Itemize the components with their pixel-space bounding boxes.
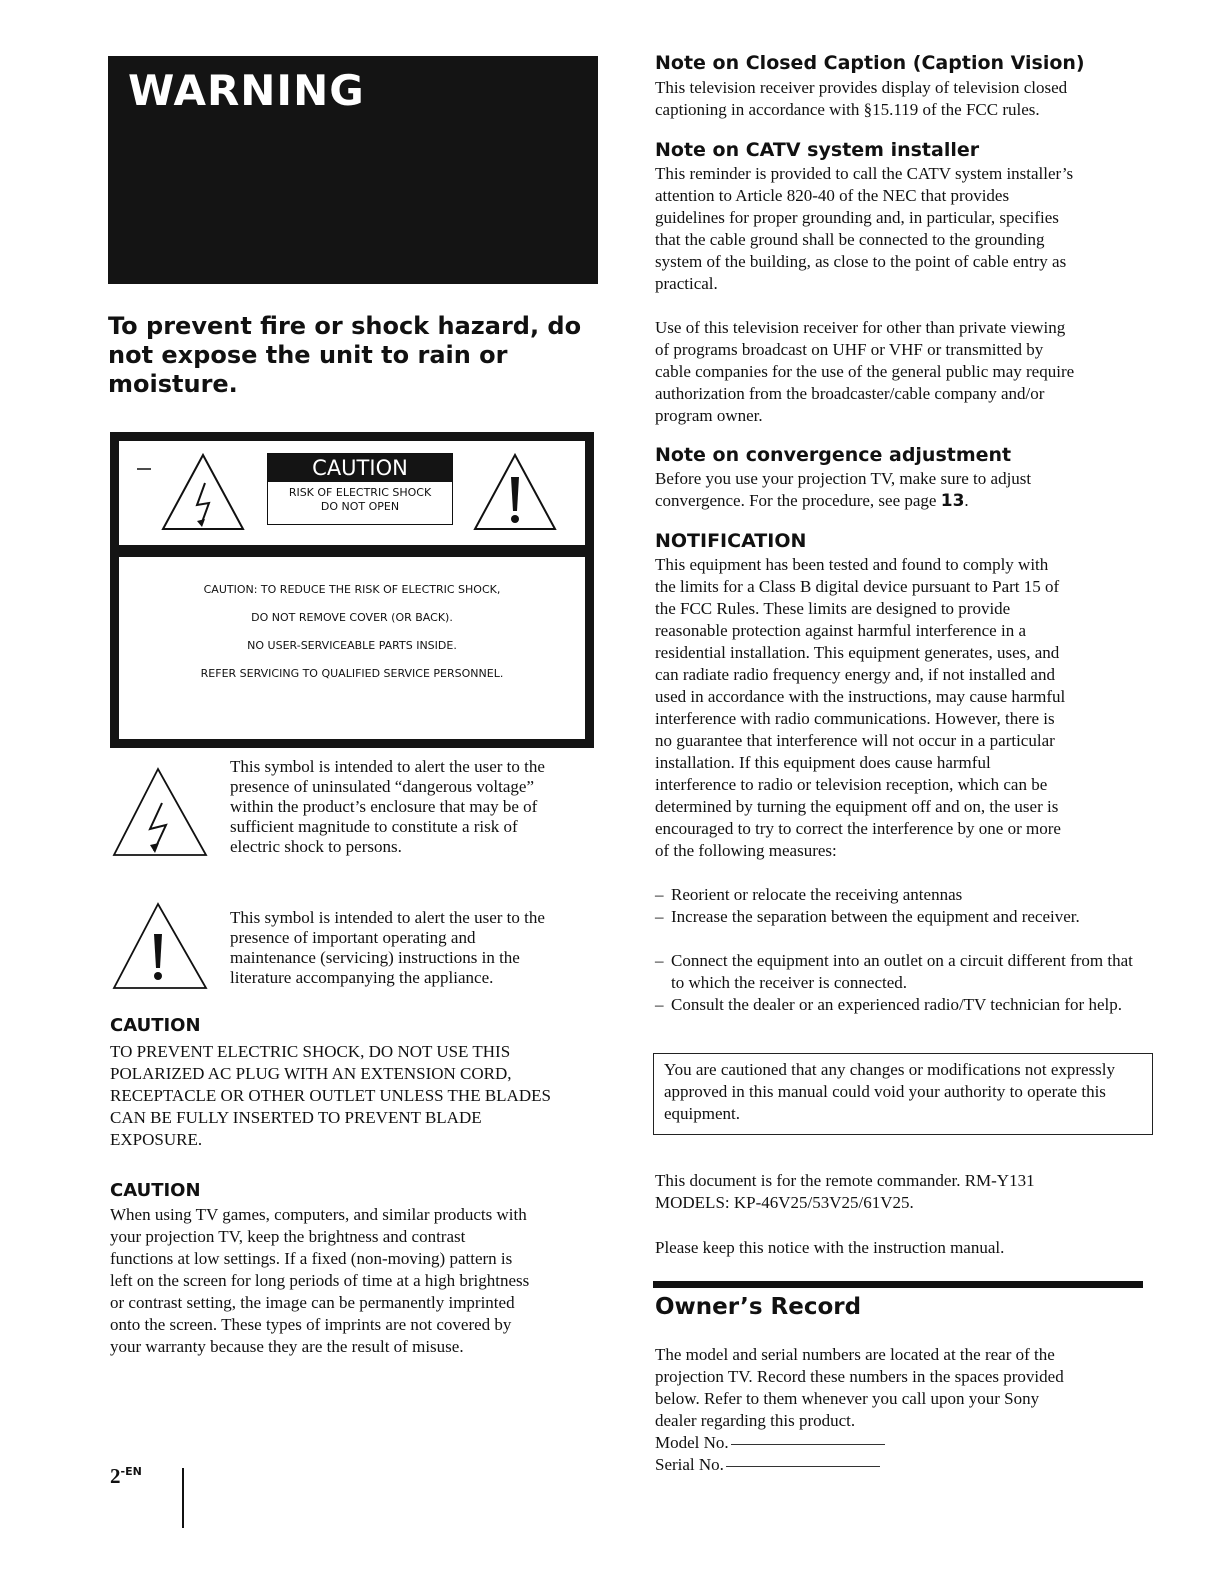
serial-number-field (655, 1454, 1145, 1476)
text-line: This equipment has been tested and found to comply with (655, 555, 1049, 574)
caution-screen-text (110, 1204, 610, 1358)
list-dash: – (655, 885, 664, 904)
modification-notice-text: You are cautioned that any changes or modifications not expressly approved in this manual could void your authority to operate this equipment. (664, 1060, 1116, 1123)
text-line: Use of this television receiver for other than private viewing (655, 318, 1066, 337)
text-line: TO PREVENT ELECTRIC SHOCK, DO NOT USE THIS (110, 1042, 511, 1061)
caution-label-line: REFER SERVICING TO QUALIFIED SERVICE PERSONNEL. (200, 667, 504, 680)
text-line: maintenance (servicing) instructions in the (230, 948, 520, 967)
convergence-text (655, 468, 1145, 512)
text-line: This symbol is intended to alert the user to the (230, 757, 545, 776)
text-line: interference with radio communications. However, there is (655, 709, 1055, 728)
text-line: the FCC Rules. These limits are designed to provide (655, 599, 1011, 618)
text-line: guidelines for proper grounding and, in particular, specifies (655, 208, 1059, 227)
text-line: functions at low settings. If a fixed (non-moving) pattern is (110, 1249, 513, 1268)
text-line: of programs broadcast on UHF or VHF or transmitted by (655, 340, 1044, 359)
convergence-heading: Note on convergence adjustment (655, 444, 1012, 466)
list-item (655, 906, 1095, 928)
text-line: that the cable ground shall be connected to the grounding (655, 230, 1045, 249)
text-line (655, 490, 1145, 512)
text-line: encouraged to try to correct the interference by one or more (655, 819, 1061, 838)
caution-label-line: NO USER-SERVICEABLE PARTS INSIDE. (247, 639, 457, 652)
list-item (655, 950, 1135, 994)
text-line: or contrast setting, the image can be permanently imprinted (110, 1293, 515, 1312)
closed-caption-heading: Note on Closed Caption (Caption Vision) (655, 52, 1085, 74)
text-line: MODELS: KP-46V25/53V25/61V25. (655, 1193, 914, 1212)
instructions-symbol-description (230, 908, 600, 988)
text-line: installation. If this equipment does cause harmful (655, 753, 991, 772)
text-line: This television receiver provides display of television closed (655, 78, 1068, 97)
caution-heading: CAUTION (110, 1015, 201, 1036)
list-dash: – (655, 995, 664, 1014)
owners-record-heading: Owner’s Record (655, 1294, 862, 1320)
text-line: within the product’s enclosure that may be of (230, 797, 538, 816)
lightning-warning-icon (110, 765, 210, 860)
text-line: This reminder is provided to call the CATV system installer’s (655, 164, 1074, 183)
catv-heading: Note on CATV system installer (655, 139, 980, 161)
keep-notice-text: Please keep this notice with the instruction manual. (655, 1238, 1005, 1257)
catv-text (655, 163, 1145, 295)
text-line: CAN BE FULLY INSERTED TO PREVENT BLADE (110, 1108, 482, 1127)
list-item-text: Connect the equipment into an outlet on a circuit different from that to which the receiver is connected. (671, 951, 1133, 992)
text-line: attention to Article 820-40 of the NEC that provides (655, 186, 1010, 205)
caution-label-line: CAUTION: TO REDUCE THE RISK OF ELECTRIC SHOCK, (203, 583, 501, 596)
caution-heading: CAUTION (110, 1180, 201, 1201)
exclamation-warning-icon (110, 900, 210, 992)
modification-notice-box (653, 1053, 1153, 1135)
warning-banner (108, 56, 598, 284)
private-viewing-text (655, 317, 1145, 427)
text-line: When using TV games, computers, and similar products with (110, 1205, 527, 1224)
page-reference: 13 (940, 491, 965, 511)
text-line: dealer regarding this product. (655, 1411, 856, 1430)
text-line: POLARIZED AC PLUG WITH AN EXTENSION CORD, (110, 1064, 512, 1083)
text-line: authorization from the broadcaster/cable company and/or (655, 384, 1045, 403)
text-line: electric shock to persons. (230, 837, 402, 856)
list-item-text: Reorient or relocate the receiving antennas (671, 885, 963, 904)
text-line: your projection TV, keep the brightness and contrast (110, 1227, 466, 1246)
caution-badge-subtitle-line: DO NOT OPEN (320, 500, 400, 513)
notification-heading: NOTIFICATION (655, 530, 807, 552)
exclamation-warning-icon (469, 447, 561, 537)
text-line: literature accompanying the appliance. (230, 968, 494, 987)
text-line: reasonable protection against harmful interference in a (655, 621, 1026, 640)
text-line: of the following measures: (655, 841, 837, 860)
list-item-text: Consult the dealer or an experienced radio/TV technician for help. (671, 995, 1122, 1014)
model-number-field (655, 1432, 1145, 1454)
text-line: no guarantee that interference will not occur in a particular (655, 731, 1055, 750)
text-line: This symbol is intended to alert the user to the (230, 908, 545, 927)
owners-record-text (655, 1344, 1145, 1476)
section-rule (653, 1281, 1143, 1288)
text-line: program owner. (655, 406, 763, 425)
text-line: This document is for the remote commander. RM-Y131 (655, 1171, 1035, 1190)
page-number (110, 1464, 142, 1489)
text-line: system of the building, as close to the point of cable entry as (655, 252, 1067, 271)
page-divider (182, 1468, 184, 1528)
text-line: presence of important operating and (230, 928, 476, 947)
notification-text (655, 554, 1145, 862)
text-line: left on the screen for long periods of time at a high brightness (110, 1271, 530, 1290)
text-line: interference to radio or television reception, which can be (655, 775, 1048, 794)
text-fragment: . (964, 491, 969, 510)
text-line: Before you use your projection TV, make sure to adjust (655, 469, 1032, 488)
closed-caption-text (655, 77, 1145, 121)
text-line: can radiate radio frequency energy and, if not installed and (655, 665, 1055, 684)
caution-label-header (119, 441, 585, 557)
text-fragment: convergence. For the procedure, see page (655, 491, 941, 510)
caution-badge-subtitle (268, 486, 452, 514)
text-line: EXPOSURE. (110, 1130, 203, 1149)
remote-commander-text (655, 1170, 1145, 1214)
text-line: sufficient magnitude to constitute a risk of (230, 817, 518, 836)
list-item-text: Increase the separation between the equipment and receiver. (671, 907, 1080, 926)
text-line: residential installation. This equipment generates, uses, and (655, 643, 1060, 662)
model-number-label: Model No. (655, 1433, 729, 1452)
voltage-symbol-description (230, 757, 600, 857)
text-line: determined by turning the equipment off and on, the user is (655, 797, 1059, 816)
caution-badge (267, 453, 453, 525)
text-line: used in accordance with the instructions, may cause harmful (655, 687, 1066, 706)
text-line: projection TV. Record these numbers in the spaces provided (655, 1367, 1064, 1386)
list-dash: – (655, 951, 664, 970)
caution-badge-title: CAUTION (268, 454, 452, 482)
warning-title: WARNING (128, 66, 365, 115)
text-line: your warranty because they are the result of misuse. (110, 1337, 464, 1356)
caution-label-line: DO NOT REMOVE COVER (OR BACK). (251, 611, 453, 624)
list-item (655, 994, 1135, 1016)
hazard-statement: To prevent fire or shock hazard, do not expose the unit to rain or moisture. (108, 312, 582, 398)
model-number-blank (731, 1443, 885, 1445)
text-line: captioning in accordance with §15.119 of the FCC rules. (655, 100, 1040, 119)
caution-badge-subtitle-line: RISK OF ELECTRIC SHOCK (288, 486, 432, 499)
text-line: presence of uninsulated “dangerous voltage” (230, 777, 534, 796)
text-line: the limits for a Class B digital device pursuant to Part 15 of (655, 577, 1060, 596)
text-line: below. Refer to them whenever you call upon your Sony (655, 1389, 1040, 1408)
page-number-suffix: -EN (120, 1465, 142, 1478)
serial-number-label: Serial No. (655, 1455, 724, 1474)
text-line: onto the screen. These types of imprints are not covered by (110, 1315, 512, 1334)
caution-label (110, 432, 594, 748)
text-line: The model and serial numbers are located at the rear of the (655, 1345, 1055, 1364)
list-dash: – (655, 907, 664, 926)
page-number-digit: 2 (110, 1464, 121, 1488)
lightning-warning-icon (125, 447, 245, 537)
caution-plug-text (110, 1041, 605, 1151)
text-line: RECEPTACLE OR OTHER OUTLET UNLESS THE BLADES (110, 1086, 551, 1105)
serial-number-blank (726, 1465, 880, 1467)
text-line: cable companies for the use of the general public may require (655, 362, 1075, 381)
list-item (655, 884, 1135, 906)
text-line: practical. (655, 274, 718, 293)
